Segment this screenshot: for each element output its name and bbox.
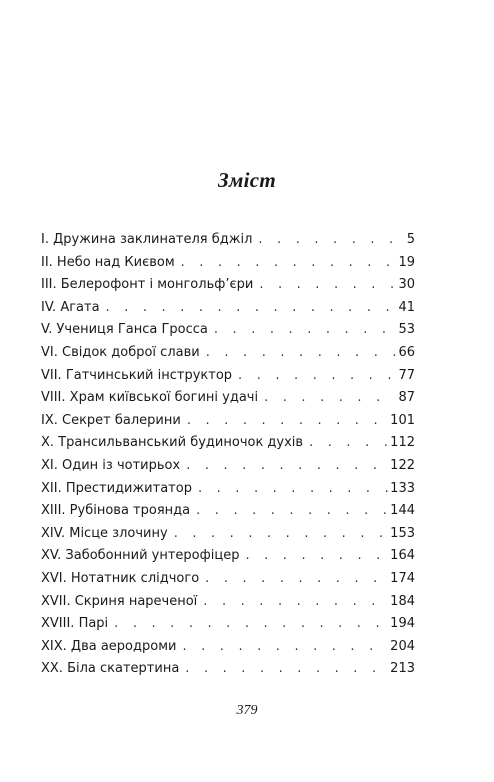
toc-entry-title: IV. Агата xyxy=(41,299,100,315)
dot-leader xyxy=(100,297,397,320)
toc-entry-page: 112 xyxy=(390,435,415,451)
toc-entry xyxy=(41,658,415,681)
toc-entry-page: 5 xyxy=(406,232,415,247)
toc-entry-title: XVII. Скриня нареченої xyxy=(41,593,198,609)
toc-entry-title: II. Небо над Києвом xyxy=(41,254,175,270)
toc-entry xyxy=(41,342,415,365)
toc-entry-title: XV. Забобонний унтерофіцер xyxy=(41,548,240,564)
toc-entry xyxy=(41,636,415,659)
toc-entry-page: 101 xyxy=(390,412,415,428)
toc-entry xyxy=(41,568,415,591)
toc-entry-page: 87 xyxy=(398,390,415,406)
toc-entry xyxy=(41,387,415,410)
dot-leader xyxy=(108,613,388,636)
toc-entry xyxy=(41,432,415,455)
toc-entry-title: VII. Гатчинський інструктор xyxy=(41,367,233,383)
toc-entry xyxy=(41,297,415,320)
dot-leader xyxy=(181,410,388,433)
dot-leader xyxy=(199,568,388,591)
toc-entry-title: XX. Біла скатертина xyxy=(41,661,180,677)
toc-entry xyxy=(41,478,415,501)
toc-entry-page: 144 xyxy=(390,503,415,519)
toc-entry-title: I. Дружина заклинателя бджіл xyxy=(41,232,253,247)
toc-entry-title: XVIII. Парі xyxy=(41,616,109,632)
toc-entry-title: XIV. Місце злочину xyxy=(41,525,168,541)
toc-entry-title: VI. Свідок доброї слави xyxy=(41,344,200,360)
toc-entry-title: XI. Один із чотирьох xyxy=(41,457,181,473)
dot-leader xyxy=(197,591,388,614)
toc-entry-page: 19 xyxy=(398,254,415,270)
page-title: Зміст xyxy=(217,168,277,193)
toc-entry xyxy=(41,523,415,546)
toc-entry xyxy=(41,613,415,636)
dot-leader xyxy=(239,545,388,568)
toc-entry-title: III. Белерофонт і монгольф’єри xyxy=(41,277,254,293)
dot-leader xyxy=(253,274,396,297)
dot-leader xyxy=(180,455,388,478)
toc-entry-page: 133 xyxy=(390,480,415,496)
toc-entry-title: VIII. Храм київської богині удачі xyxy=(41,390,259,406)
dot-leader xyxy=(190,500,388,523)
toc-entry-title: XVI. Нотатник слідчого xyxy=(41,570,200,586)
dot-leader xyxy=(208,319,397,342)
toc-entry xyxy=(41,319,415,342)
toc-entry xyxy=(41,591,415,614)
dot-leader xyxy=(232,365,396,388)
dot-leader xyxy=(258,387,396,410)
page-number: 379 xyxy=(236,703,258,718)
dot-leader xyxy=(175,252,397,275)
dot-leader xyxy=(179,658,388,681)
toc-entry-page: 194 xyxy=(390,616,415,632)
table-of-contents xyxy=(41,229,415,681)
toc-entry-page: 77 xyxy=(398,367,415,383)
toc-entry xyxy=(41,455,415,478)
toc-entry-page: 204 xyxy=(390,638,415,654)
dot-leader xyxy=(168,523,388,546)
toc-entry xyxy=(41,229,415,252)
dot-leader xyxy=(303,432,388,455)
toc-entry-page: 213 xyxy=(390,661,415,677)
toc-entry-title: IX. Секрет балерини xyxy=(41,412,181,428)
toc-entry-title: XII. Престидижитатор xyxy=(41,480,192,496)
toc-entry-page: 66 xyxy=(398,344,415,360)
toc-entry xyxy=(41,545,415,568)
toc-entry-page: 53 xyxy=(398,322,415,338)
toc-entry-title: XIII. Рубінова троянда xyxy=(41,503,191,519)
toc-entry-page: 164 xyxy=(390,548,415,564)
dot-leader xyxy=(252,229,404,252)
toc-entry-title: V. Учениця Ганса Гросса xyxy=(41,322,208,338)
dot-leader xyxy=(200,342,397,365)
dot-leader xyxy=(176,636,388,659)
toc-entry xyxy=(41,365,415,388)
toc-entry-page: 174 xyxy=(390,570,415,586)
toc-entry xyxy=(41,252,415,275)
toc-entry-title: X. Трансильванський будиночок духів xyxy=(41,435,304,451)
toc-entry-page: 184 xyxy=(390,593,415,609)
toc-entry-page: 122 xyxy=(390,457,415,473)
toc-entry-page: 30 xyxy=(398,277,415,293)
toc-entry xyxy=(41,274,415,297)
dot-leader xyxy=(192,478,388,501)
toc-entry-page: 153 xyxy=(390,525,415,541)
toc-entry-title: XIX. Два аеродроми xyxy=(41,638,177,654)
toc-entry xyxy=(41,500,415,523)
toc-entry-page: 41 xyxy=(398,299,415,315)
toc-entry xyxy=(41,410,415,433)
